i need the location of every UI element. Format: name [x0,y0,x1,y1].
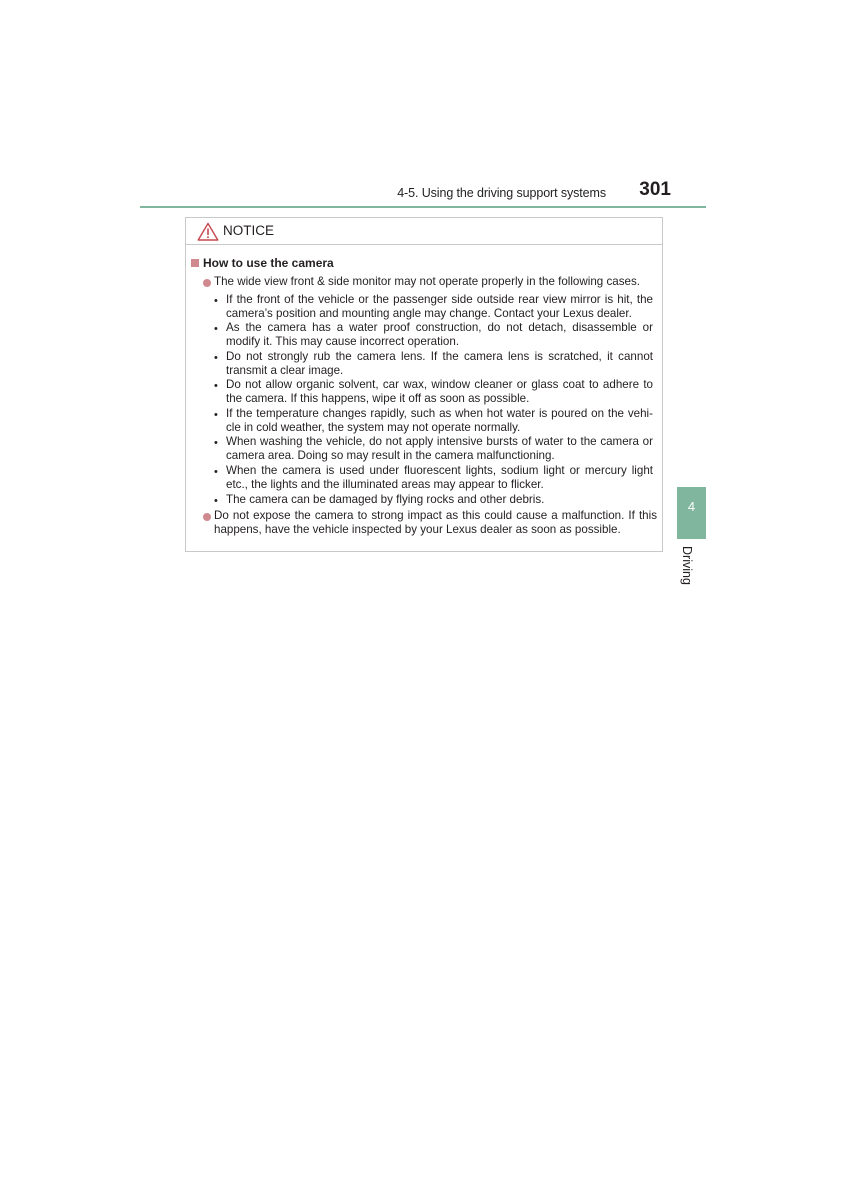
sub-item-text: If the temperature changes rapidly, such as when hot water is poured on the vehi- [226,407,653,420]
circle-bullet-icon [203,513,211,521]
sub-bullet: • [214,495,218,507]
sub-item-text: modify it. This may cause incorrect operation. [226,335,460,348]
sub-bullet: • [214,437,218,449]
sub-item-text: When washing the vehicle, do not apply intensive bursts of water to the camera or [226,435,653,448]
sub-item-text: The camera can be damaged by flying rocks and other debris. [226,493,545,506]
sub-item-text: As the camera has a water proof construction, do not detach, disassemble or [226,321,653,334]
sub-bullet: • [214,352,218,364]
notice-header [186,218,662,245]
sub-item-text: transmit a clear image. [226,364,344,377]
page-number: 301 [639,179,671,200]
sub-item-text: camera area. Doing so may result in the camera malfunctioning. [226,449,555,462]
list-item-text: happens, have the vehicle inspected by your Lexus dealer as soon as possible. [214,523,621,536]
header-rule [140,206,706,208]
sub-item-text: Do not allow organic solvent, car wax, window cleaner or glass coat to adhere to [226,378,653,391]
circle-bullet-icon [203,279,211,287]
sub-item-text: When the camera is used under fluorescent lights, sodium light or mercury light [226,464,653,477]
sub-bullet: • [214,466,218,478]
sub-bullet: • [214,409,218,421]
section-heading-text: How to use the camera [203,256,334,270]
sub-bullet: • [214,380,218,392]
notice-box [185,217,663,552]
list-item-text: The wide view front & side monitor may not operate properly in the following cases. [214,275,640,288]
sub-item-text: Do not strongly rub the camera lens. If the camera lens is scratched, it cannot [226,350,653,363]
sub-item-text: etc., the lights and the illuminated areas may appear to flicker. [226,478,544,491]
section-heading [191,256,334,270]
sub-item-text: cle in cold weather, the system may not operate normally. [226,421,521,434]
sub-item-text: camera’s position and mounting angle may change. Contact your Lexus dealer. [226,307,632,320]
chapter-tab [677,487,706,539]
page-header [140,178,706,208]
sub-bullet: • [214,295,218,307]
sub-item-text: If the front of the vehicle or the passenger side outside rear view mirror is hit, the [226,293,653,306]
square-bullet-icon [191,259,199,267]
sub-item-text: the camera. If this happens, wipe it off as soon as possible. [226,392,530,405]
chapter-label [680,546,694,590]
section-title: 4-5. Using the driving support systems [397,186,606,200]
chapter-number: 4 [687,499,696,514]
chapter-label-text: Driving [680,546,694,585]
warning-triangle-icon [197,222,219,241]
notice-title: NOTICE [223,223,275,238]
sub-bullet: • [214,323,218,335]
list-item-text: Do not expose the camera to strong impact as this could cause a malfunction. If this [214,509,657,522]
